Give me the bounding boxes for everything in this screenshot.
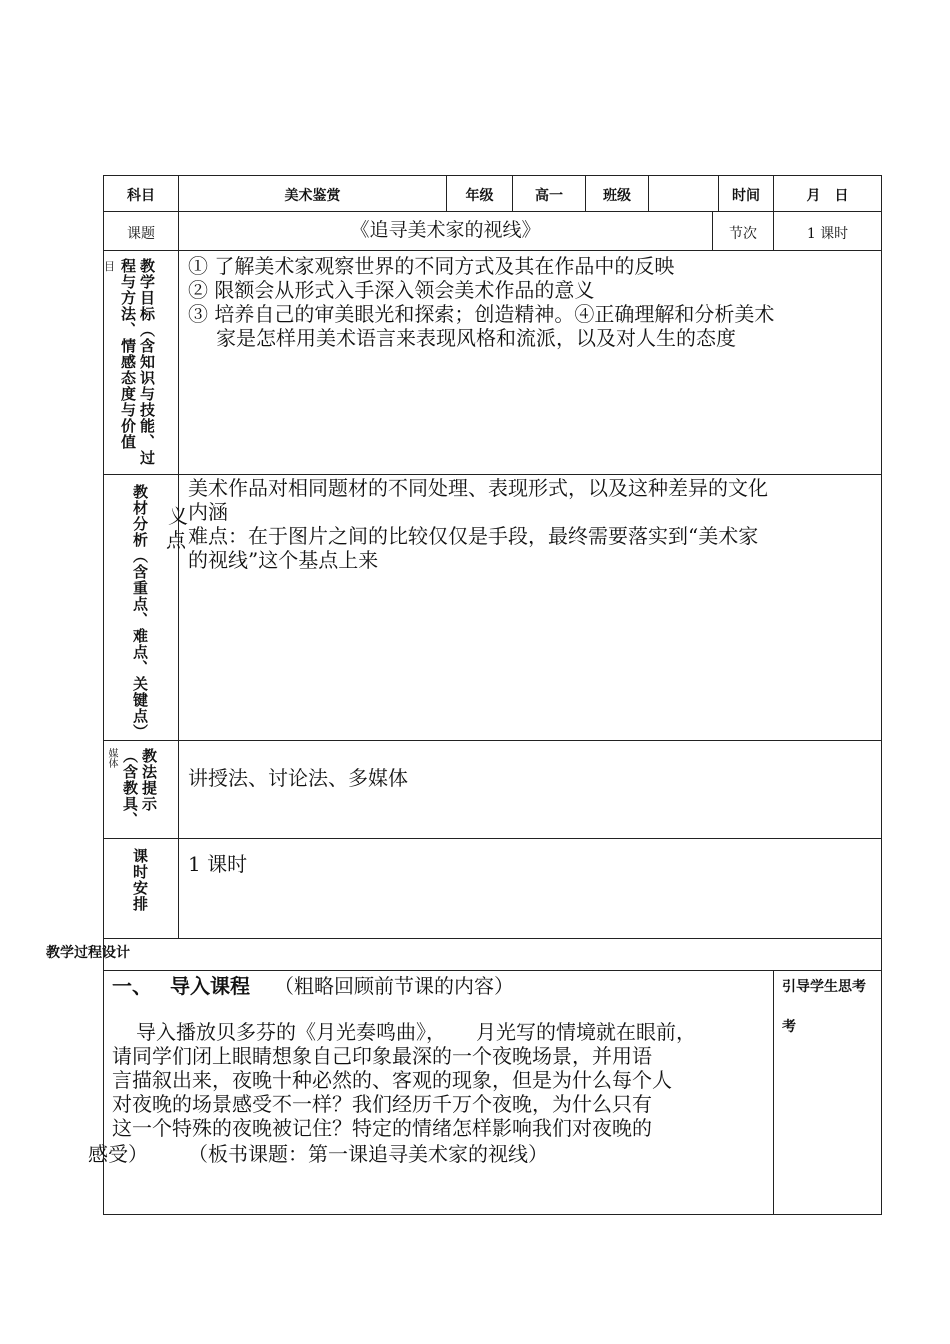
analysis-line-2: 内涵 bbox=[188, 500, 228, 524]
time-label: 时间 bbox=[732, 188, 760, 204]
col-line-label bbox=[178, 175, 179, 938]
process-paragraph-line-1: 导入播放贝多芬的《月光奏鸣曲》， 月光写的情境就在眼前， bbox=[136, 1020, 696, 1044]
process-paragraph-line-4: 对夜晚的场景感受不一样？我们经历千万个夜晚，为什么只有 bbox=[112, 1092, 652, 1116]
period-label: 节次 bbox=[729, 226, 757, 242]
analysis-label: 教材分析（含重点、难点、关键点） bbox=[131, 484, 149, 740]
process-right-column-line2: 考 bbox=[782, 1019, 796, 1035]
row-line-2 bbox=[103, 250, 882, 251]
topic-label: 课题 bbox=[127, 226, 155, 242]
grade-value: 高一 bbox=[535, 188, 563, 204]
row-line-5 bbox=[103, 838, 882, 839]
analysis-line-1: 美术作品对相同题材的不同处理、表现形式，以及这种差异的文化 bbox=[188, 476, 768, 500]
methods-label: 教法提示（含教具、 bbox=[121, 748, 158, 828]
methods-content: 讲授法、讨论法、多媒体 bbox=[188, 766, 408, 790]
table-border-bottom bbox=[103, 1214, 882, 1215]
schedule-label: 课时安排 bbox=[131, 848, 149, 912]
analysis-side-fragment-1: 义 bbox=[168, 504, 188, 528]
row-line-3 bbox=[103, 474, 882, 475]
objective-line-3: ③ 培养自己的审美眼光和探索；创造精神。④正确理解和分析美术 bbox=[188, 302, 775, 326]
objectives-label: 教学目标（含知识与技能、过程与方法、情感态度与价值 bbox=[119, 258, 156, 466]
row-line-1 bbox=[103, 211, 882, 212]
table-border-right bbox=[881, 175, 882, 1215]
process-heading-title: 导入课程 bbox=[170, 974, 250, 998]
col-line-h4 bbox=[648, 175, 649, 211]
objective-line-2: ② 限额会从形式入手深入领会美术作品的意义 bbox=[188, 278, 595, 302]
topic-title: 《追寻美术家的视线》 bbox=[350, 219, 541, 241]
process-heading-num: 一、 bbox=[112, 974, 152, 998]
table-border-top bbox=[103, 175, 882, 176]
analysis-side-fragment-2: 点 bbox=[166, 528, 186, 552]
objectives-side-fragment: 目 bbox=[104, 260, 115, 273]
period-value: 1 课时 bbox=[806, 226, 849, 242]
objective-line-1: ① 了解美术家观察世界的不同方式及其在作品中的反映 bbox=[188, 254, 675, 278]
subject-label: 科目 bbox=[127, 188, 155, 204]
time-value: 月 日 bbox=[806, 188, 849, 204]
grade-label: 年级 bbox=[465, 188, 494, 204]
process-paragraph-line-6: 感受） （板书课题：第一课追寻美术家的视线） bbox=[88, 1142, 548, 1166]
subject-value: 美术鉴赏 bbox=[284, 188, 341, 204]
process-paragraph-line-2: 请同学们闭上眼睛想象自己印象最深的一个夜晚场景，并用语 bbox=[112, 1044, 652, 1068]
analysis-line-3: 难点：在于图片之间的比较仅仅是手段，最终需要落实到“美术家 bbox=[188, 524, 759, 548]
process-right-column: 引导学生思考 bbox=[782, 979, 866, 995]
objective-line-4: 家是怎样用美术语言来表现风格和流派，以及对人生的态度 bbox=[216, 326, 736, 350]
row-line-4 bbox=[103, 740, 882, 741]
analysis-line-4: 的视线”这个基点上来 bbox=[188, 548, 379, 572]
schedule-content: 1 课时 bbox=[188, 852, 248, 876]
process-paragraph-line-3: 言描叙出来，夜晚十种必然的、客观的现象，但是为什么每个人 bbox=[112, 1068, 672, 1092]
process-heading-note: （粗略回顾前节课的内容） bbox=[274, 974, 514, 998]
process-paragraph-line-5: 这一个特殊的夜晚被记住？特定的情绪怎样影响我们对夜晚的 bbox=[112, 1116, 652, 1140]
col-line-process bbox=[773, 970, 774, 1214]
row-line-6 bbox=[103, 938, 882, 939]
process-header: 教学过程设计 bbox=[46, 945, 130, 961]
class-label: 班级 bbox=[603, 188, 631, 204]
methods-side-fragment: 媒体 bbox=[106, 748, 117, 768]
row-line-7 bbox=[103, 970, 882, 971]
table-border-left bbox=[103, 175, 104, 1215]
